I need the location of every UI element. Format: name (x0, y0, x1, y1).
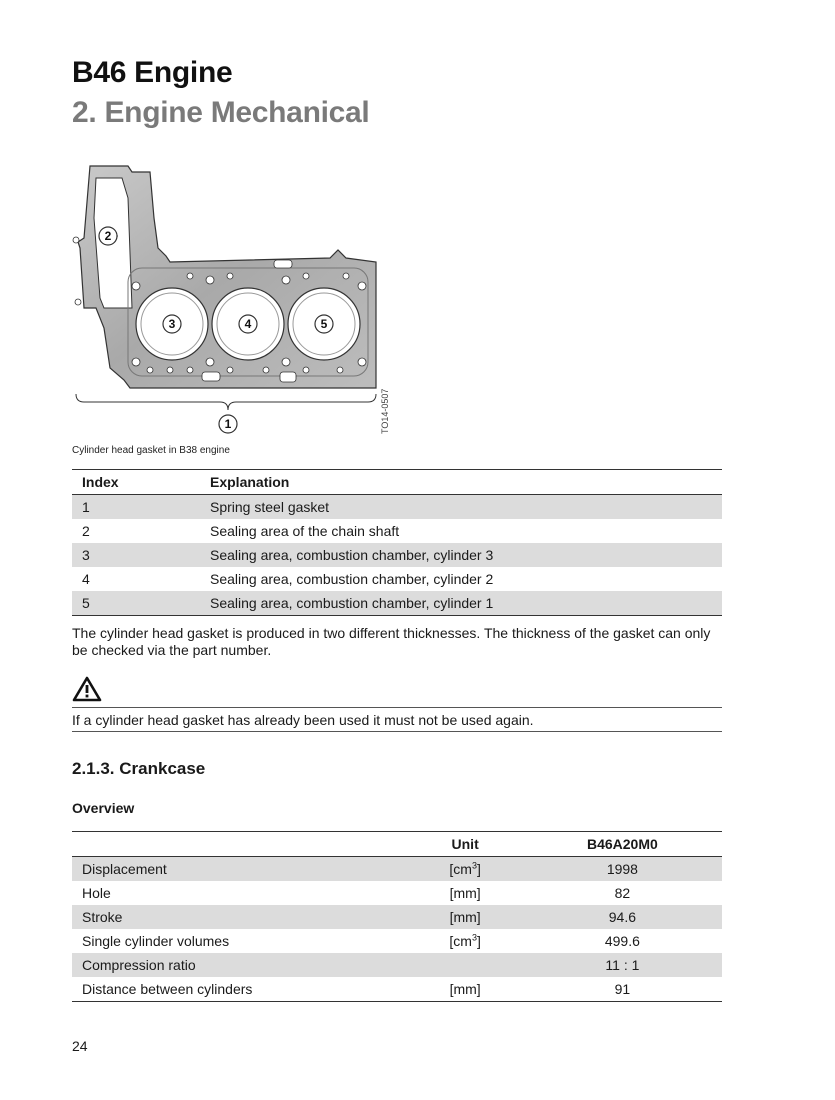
column-header-unit: Unit (407, 832, 522, 857)
image-code: TO14-0507 (380, 388, 390, 434)
value-cell: 1998 (523, 857, 722, 882)
table-row (72, 567, 722, 591)
callout-1: 1 (224, 417, 232, 431)
index-cell: 1 (72, 495, 200, 520)
table-row (72, 881, 722, 905)
unit-cell: $[cm^3]$ (407, 857, 522, 882)
table-row (72, 905, 722, 929)
page-title: B46 Engine (72, 56, 233, 89)
value-cell: 82 (614, 885, 631, 901)
table-header-row (72, 832, 722, 857)
index-cell: 4 (82, 571, 90, 587)
page-subtitle: 2. Engine Mechanical (72, 96, 370, 129)
unit-cell: $[cm^3]$ (449, 932, 481, 949)
index-cell: 2 (82, 523, 90, 539)
value-cell: 91 (523, 977, 722, 1002)
table-row (72, 495, 722, 520)
parameter-cell: Stroke (72, 905, 407, 929)
unit-cell: [mm] (449, 885, 481, 901)
figure-caption: Cylinder head gasket in B38 engine (72, 445, 230, 456)
parameter-cell: Distance between cylinders (72, 977, 407, 1002)
unit-cell: [mm] (407, 977, 522, 1002)
table-row (72, 929, 722, 953)
gasket-figure (70, 158, 400, 443)
value-cell: 11 : 1 (523, 953, 722, 977)
column-header-engine: B46A20M0 (523, 832, 722, 857)
sub-heading: Overview (72, 800, 135, 816)
index-table (72, 469, 722, 616)
explanation-cell: Sealing area of the chain shaft (210, 523, 400, 539)
table-row (72, 591, 722, 616)
unit-cell: [mm] (407, 905, 522, 929)
table-row (72, 953, 722, 977)
explanation-cell: Sealing area, combustion chamber, cylinder 2 (210, 571, 494, 587)
column-header-parameter (72, 832, 407, 857)
index-cell: 3 (72, 543, 200, 567)
body-paragraph: The cylinder head gasket is produced in two different thicknesses. The thickness of the gasket can only be checked via the part number. (72, 625, 711, 658)
explanation-cell: Sealing area, combustion chamber, cylinder 1 (200, 591, 722, 616)
parameter-cell: Displacement (72, 857, 407, 882)
table-row (72, 519, 722, 543)
parameter-cell: Compression ratio (72, 953, 407, 977)
callout-3: 3 (168, 317, 176, 331)
table-row (72, 543, 722, 567)
page-number: 24 (72, 1038, 88, 1054)
value-cell: 499.6 (604, 933, 640, 949)
value-cell: 94.6 (523, 905, 722, 929)
parameter-cell: Single cylinder volumes (82, 933, 230, 949)
callout-2: 2 (104, 229, 112, 243)
crankcase-overview-table (72, 831, 722, 1002)
warning-triangle-icon (72, 676, 102, 702)
table-header-row (72, 470, 722, 495)
cylinder-head-gasket-illustration (70, 158, 400, 443)
warning-note: If a cylinder head gasket has already been used it must not be used again. (72, 707, 722, 732)
explanation-cell: Spring steel gasket (200, 495, 722, 520)
table-row (72, 977, 722, 1002)
parameter-cell: Hole (82, 885, 111, 901)
callout-4: 4 (244, 317, 252, 331)
index-cell: 5 (72, 591, 200, 616)
callout-5: 5 (320, 317, 328, 331)
table-row (72, 857, 722, 882)
section-heading: 2.1.3. Crankcase (72, 759, 206, 778)
column-header-explanation: Explanation (200, 470, 722, 495)
column-header-index: Index (72, 470, 200, 495)
explanation-cell: Sealing area, combustion chamber, cylinder 3 (200, 543, 722, 567)
unit-cell (407, 953, 522, 977)
